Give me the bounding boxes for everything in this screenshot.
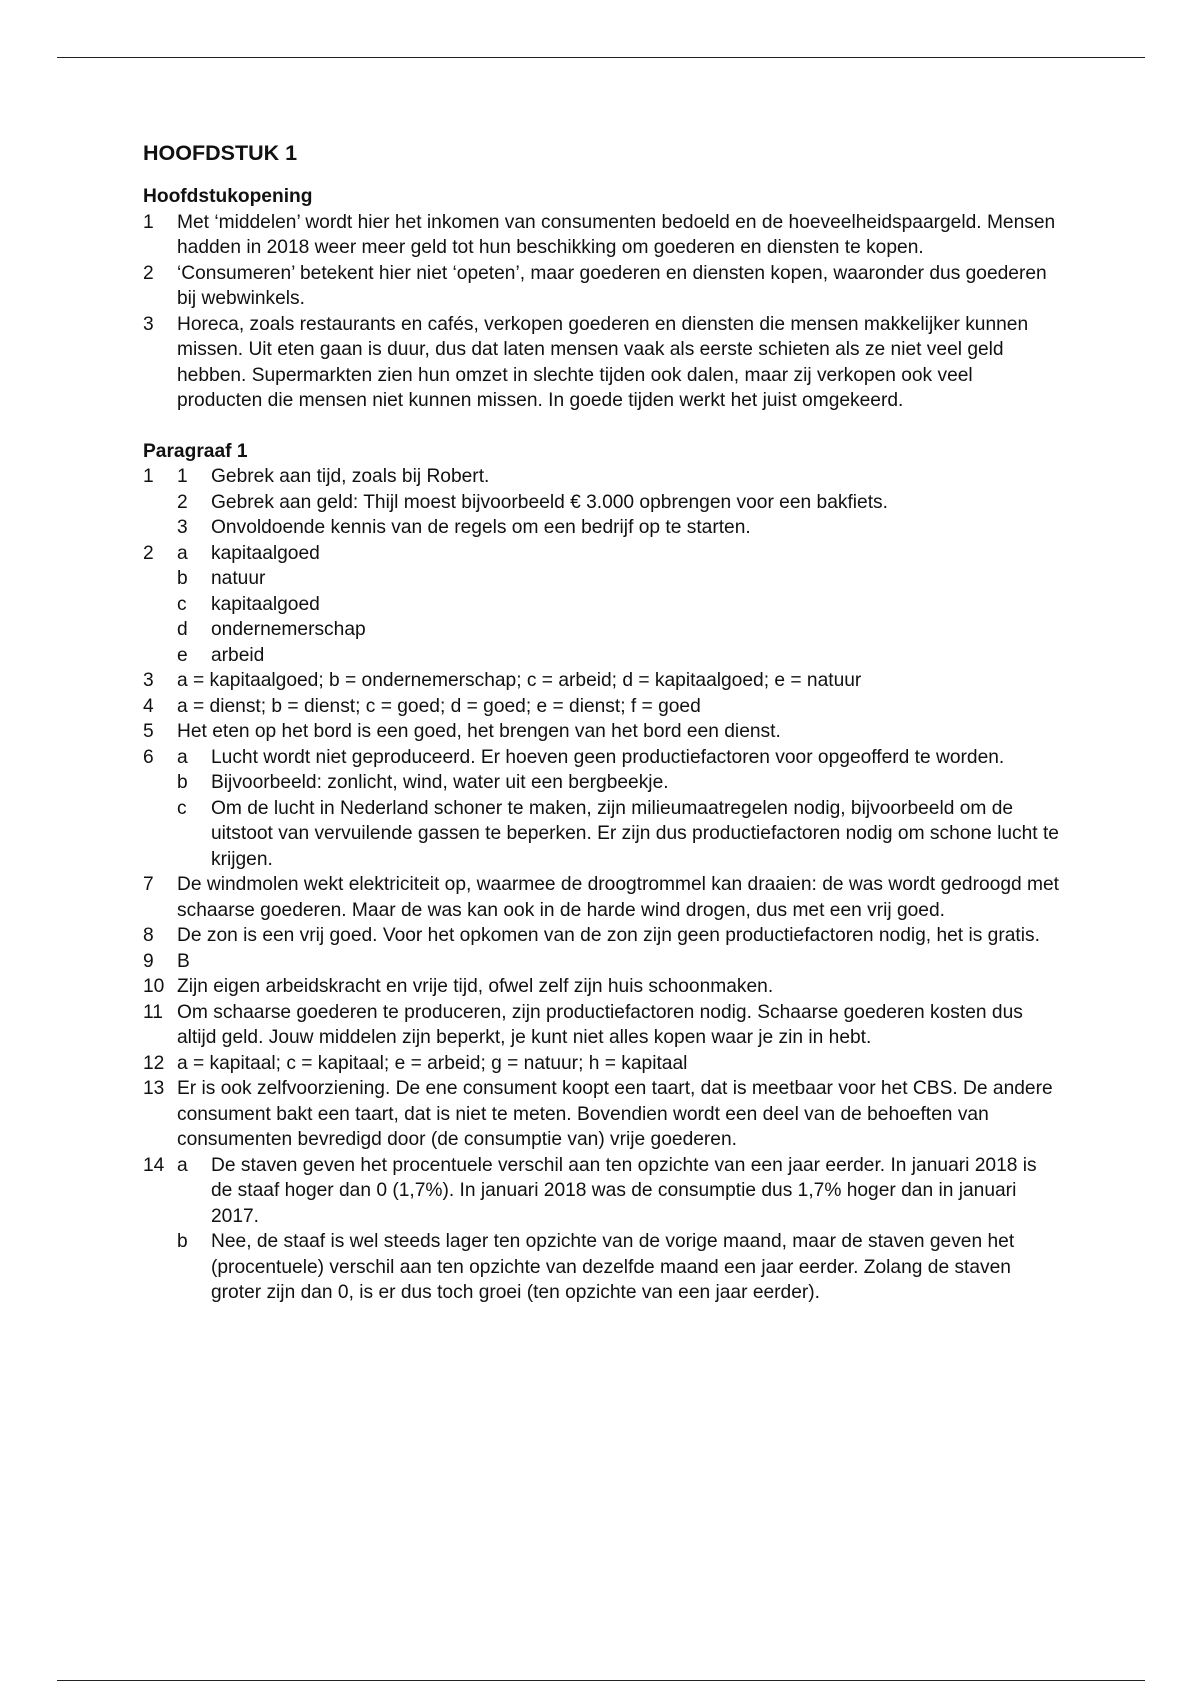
item-number: 3	[143, 313, 154, 335]
footer-rule	[57, 1680, 1145, 1681]
item-number: 12	[143, 1052, 165, 1074]
item-number: 2	[143, 542, 154, 564]
sub-item-label: d	[177, 619, 188, 640]
sub-item-label: a	[177, 542, 188, 564]
item-text: Om schaarse goederen te produceren, zijn productiefactoren nodig. Schaarse goederen kosten dus altijd geld. Jouw middelen zijn beperkt, je kunt niet alles kopen waar je zin in hebt.	[177, 1001, 1023, 1048]
item-number: 8	[143, 925, 154, 946]
sub-item	[177, 566, 1063, 592]
sub-item-label: 2	[177, 491, 188, 513]
item-text: a = kapitaalgoed; b = ondernemerschap; c = arbeid; d = kapitaalgoed; e = natuur	[177, 670, 862, 691]
sub-item-label: a	[177, 1154, 188, 1176]
item-text: Horeca, zoals restaurants en cafés, verkopen goederen en diensten die mensen makkelijker kunnen missen. Uit eten gaan is duur, dus dat laten mensen vaak als eerste schieten als ze niet veel geld hebben. Supermarkten zien hun omzet in slechte tijden ook dalen, maar zij verkopen ook veel producten die mensen niet kunnen missen. In goede tijden werkt het juist omgekeerd.	[177, 313, 1029, 411]
sub-item	[177, 490, 1063, 516]
sub-item	[177, 796, 1063, 873]
sub-item	[177, 770, 1063, 796]
sub-item	[177, 592, 1063, 618]
item-text: Zijn eigen arbeidskracht en vrije tijd, ofwel zelf zijn huis schoonmaken.	[177, 976, 774, 997]
sub-item-text: ondernemerschap	[211, 619, 366, 640]
header-rule	[57, 57, 1145, 58]
list-item	[143, 1000, 1063, 1051]
list-item	[143, 464, 1063, 541]
list-item	[143, 1051, 1063, 1077]
item-text: Het eten op het bord is een goed, het brengen van het bord een dienst.	[177, 721, 781, 742]
sub-item	[177, 643, 1063, 669]
sub-item-label: b	[177, 772, 188, 793]
list-item	[143, 1153, 1063, 1306]
sub-item-label: e	[177, 644, 188, 666]
item-text: Er is ook zelfvoorziening. De ene consument koopt een taart, dat is meetbaar voor het CBS. De andere consument bakt een taart, dat is niet te meten. Bovendien wordt een deel van de behoeften van consumenten bevredigd door (de consumptie van) vrije goederen.	[177, 1078, 1053, 1150]
sub-item-text: kapitaalgoed	[211, 593, 320, 615]
sub-item-label: 3	[177, 517, 188, 538]
list-item	[143, 261, 1063, 312]
section-paragraaf-1	[143, 439, 1063, 1306]
sub-item-label: b	[177, 1231, 188, 1252]
item-number: 4	[143, 695, 154, 717]
item-number: 10	[143, 976, 165, 997]
sub-item-text: Bijvoorbeeld: zonlicht, wind, water uit een bergbeekje.	[211, 772, 669, 793]
sub-item-text: Onvoldoende kennis van de regels om een bedrijf op te starten.	[211, 517, 751, 538]
sub-item-text: kapitaalgoed	[211, 542, 320, 564]
chapter-title: HOOFDSTUK 1	[143, 141, 298, 165]
list-item	[143, 1076, 1063, 1153]
item-number: 2	[143, 262, 154, 284]
sub-item	[177, 617, 1063, 643]
sub-item-text: Nee, de staaf is wel steeds lager ten opzichte van de vorige maand, maar de staven geven het (procentuele) verschil aan ten opzichte van dezelfde maand een jaar eerder. Zolang de staven groter zijn dan 0, is er dus toch groei (ten opzichte van een jaar eerder).	[211, 1231, 1015, 1303]
list-item	[143, 668, 1063, 694]
sub-item-text: Gebrek aan tijd, zoals bij Robert.	[211, 466, 490, 487]
section-hoofdstukopening	[143, 184, 1063, 414]
sub-item	[177, 1229, 1063, 1306]
sub-item-text: Gebrek aan geld: Thijl moest bijvoorbeeld € 3.000 opbrengen voor een bakfiets.	[211, 491, 888, 513]
sub-item	[177, 1153, 1063, 1230]
sub-item	[177, 464, 1063, 490]
sub-item	[177, 745, 1063, 771]
list-item	[143, 949, 1063, 975]
item-number: 13	[143, 1078, 165, 1099]
sub-item	[177, 541, 1063, 567]
page-content	[143, 140, 1063, 1306]
item-number: 1	[143, 466, 154, 487]
item-number: 7	[143, 874, 154, 895]
item-number: 14	[143, 1154, 165, 1176]
item-number: 3	[143, 670, 154, 691]
section-heading: Paragraaf 1	[143, 440, 248, 462]
item-number: 1	[143, 211, 154, 233]
sub-item-text: De staven geven het procentuele verschil aan ten opzichte van een jaar eerder. In januari 2018 is de staaf hoger dan 0 (1,7%). In januari 2018 was de consumptie dus 1,7% hoger dan in januari 2017.	[211, 1154, 1037, 1227]
item-text: De zon is een vrij goed. Voor het opkomen van de zon zijn geen productiefactoren nodig, het is gratis.	[177, 925, 1040, 946]
sub-item-label: b	[177, 568, 188, 589]
list-item	[143, 974, 1063, 1000]
sub-item-text: arbeid	[211, 644, 265, 666]
sub-item-label: c	[177, 797, 187, 819]
list-item	[143, 694, 1063, 720]
item-text: Met ‘middelen’ wordt hier het inkomen van consumenten bedoeld en de hoeveelheidspaargeld. Mensen hadden in 2018 weer meer geld tot hun beschikking om goederen en diensten te kopen.	[177, 211, 1056, 258]
item-number: 11	[143, 1001, 163, 1023]
sub-item-label: 1	[177, 466, 188, 487]
list-item	[143, 312, 1063, 414]
sub-item-label: a	[177, 746, 188, 768]
item-number: 5	[143, 721, 154, 742]
sub-item-text: Lucht wordt niet geproduceerd. Er hoeven geen productiefactoren voor opgeofferd te worden.	[211, 746, 1005, 768]
sub-item-label: c	[177, 593, 187, 615]
sub-item	[177, 515, 1063, 541]
list-item	[143, 541, 1063, 669]
sub-item-text: natuur	[211, 568, 266, 589]
sub-item-text: Om de lucht in Nederland schoner te maken, zijn milieumaatregelen nodig, bijvoorbeeld om de uitstoot van vervuilende gassen te beperken. Er zijn dus productiefactoren nodig om schone lucht te krijgen.	[211, 797, 1059, 870]
item-number: 9	[143, 950, 154, 972]
list-item	[143, 923, 1063, 949]
section-heading: Hoofdstukopening	[143, 186, 313, 207]
list-item	[143, 745, 1063, 873]
list-item	[143, 872, 1063, 923]
item-number: 6	[143, 746, 154, 768]
list-item	[143, 719, 1063, 745]
item-text: a = dienst; b = dienst; c = goed; d = goed; e = dienst; f = goed	[177, 695, 701, 717]
item-text: B	[177, 950, 190, 972]
item-text: a = kapitaal; c = kapitaal; e = arbeid; g = natuur; h = kapitaal	[177, 1052, 688, 1074]
list-item	[143, 210, 1063, 261]
item-text: ‘Consumeren’ betekent hier niet ‘opeten’, maar goederen en diensten kopen, waaronder dus goederen bij webwinkels.	[177, 262, 1047, 309]
item-text: De windmolen wekt elektriciteit op, waarmee de droogtrommel kan draaien: de was wordt gedroogd met schaarse goederen. Maar de was kan ook in de harde wind drogen, dus met een vrij goed.	[177, 874, 1059, 921]
